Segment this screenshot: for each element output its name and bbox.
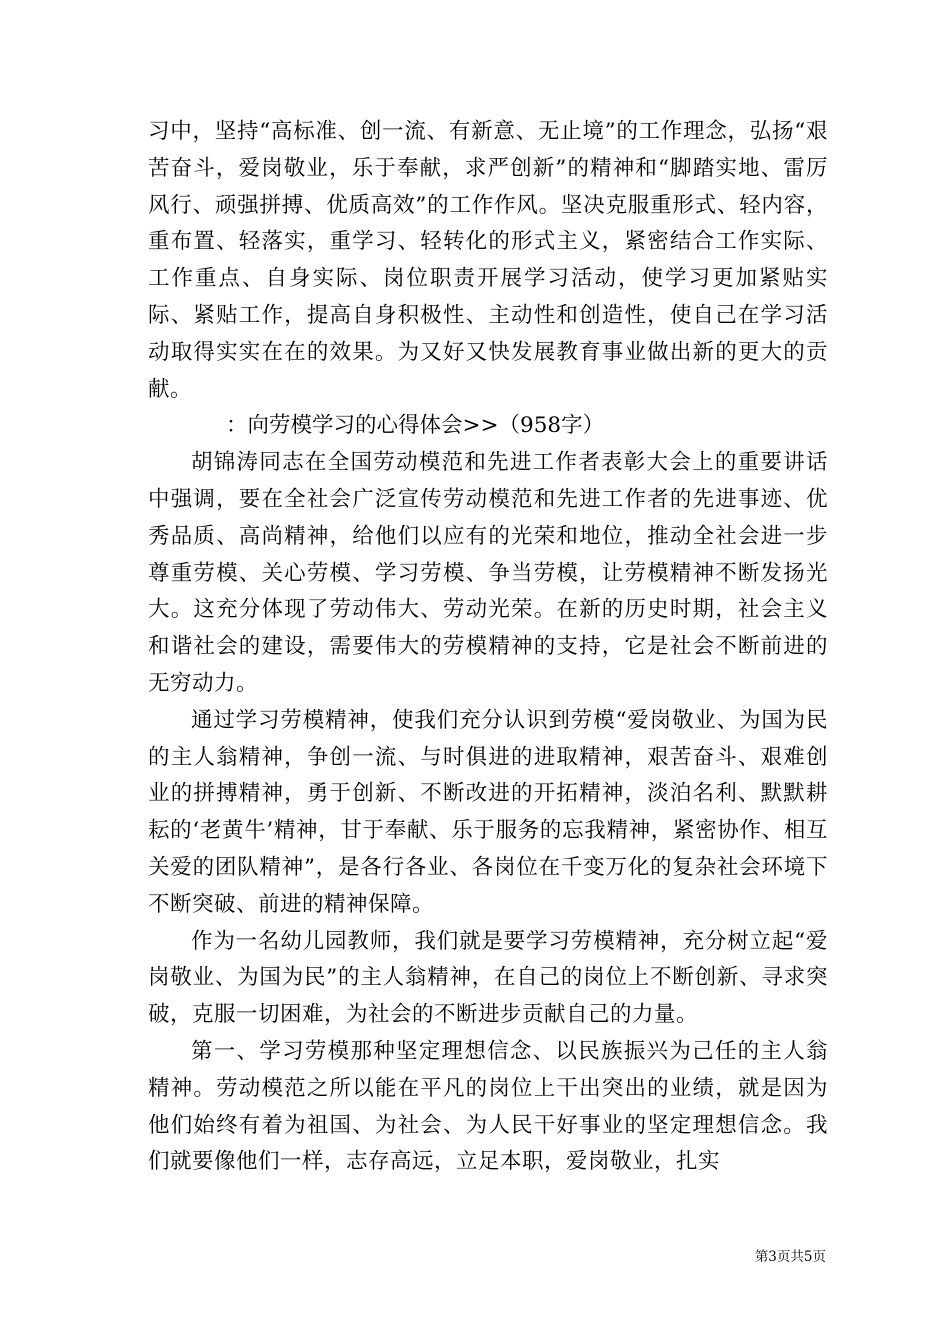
- paragraph: 胡锦涛同志在全国劳动模范和先进工作者表彰大会上的重要讲话中强调，要在全社会广泛宣传劳动模范和先进工作者的先进事迹、优秀品质、高尚精神，给他们以应有的光荣和地位，推动全社会进一步尊重劳模、关心劳模、学习劳模、争当劳模，让劳模精神不断发扬光大。这充分体现了劳动伟大、劳动光荣。在新的历史时期，社会主义和谐社会的建设，需要伟大的劳模精神的支持，它是社会不断前进的无穷动力。: [148, 450, 828, 696]
- document-body: [148, 114, 828, 1181]
- paragraph: 第一、学习劳模那种坚定理想信念、以民族振兴为己任的主人翁精神。劳动模范之所以能在平凡的岗位上干出突出的业绩，就是因为他们始终有着为祖国、为社会、为人民干好事业的坚定理想信念。我们就要像他们一样，志存高远，立足本职，爱岗敬业，扎实: [148, 1038, 828, 1175]
- paragraph: 习中，坚持“高标准、创一流、有新意、无止境”的工作理念，弘扬“艰苦奋斗，爱岗敬业，乐于奉献，求严创新”的精神和“脚踏实地、雷厉风行、顽强拼搏、优质高效”的工作作风。坚决克服重形式、轻内容，重布置、轻落实，重学习、轻转化的形式主义，紧密结合工作实际、工作重点、自身实际、岗位职责开展学习活动，使学习更加紧贴实际、紧贴工作，提高自身积极性、主动性和创造性，使自己在学习活动取得实实在在的效果。为又好又快发展教育事业做出新的更大的贡献。: [148, 119, 828, 402]
- paragraph: 作为一名幼儿园教师，我们就是要学习劳模精神，充分树立起“爱岗敬业、为国为民”的主人翁精神，在自己的岗位上不断创新、寻求突破，克服一切困难，为社会的不断进步贡献自己的力量。: [148, 928, 828, 1028]
- section-subtitle: ：向劳模学习的心得体会>>（958字）: [226, 413, 605, 439]
- paragraph: 通过学习劳模精神，使我们充分认识到劳模“爱岗敬业、为国为民的主人翁精神，争创一流、与时俱进的进取精神，艰苦奋斗、艰难创业的拼搏精神，勇于创新、不断改进的开拓精神，淡泊名利、默默耕耘的‘老黄牛’精神，甘于奉献、乐于服务的忘我精神，紧密协作、相互关爱的团队精神”，是各行各业、各岗位在千变万化的复杂社会环境下不断突破、前进的精神保障。: [148, 707, 828, 917]
- page-number: 第3页共5页: [754, 1249, 826, 1265]
